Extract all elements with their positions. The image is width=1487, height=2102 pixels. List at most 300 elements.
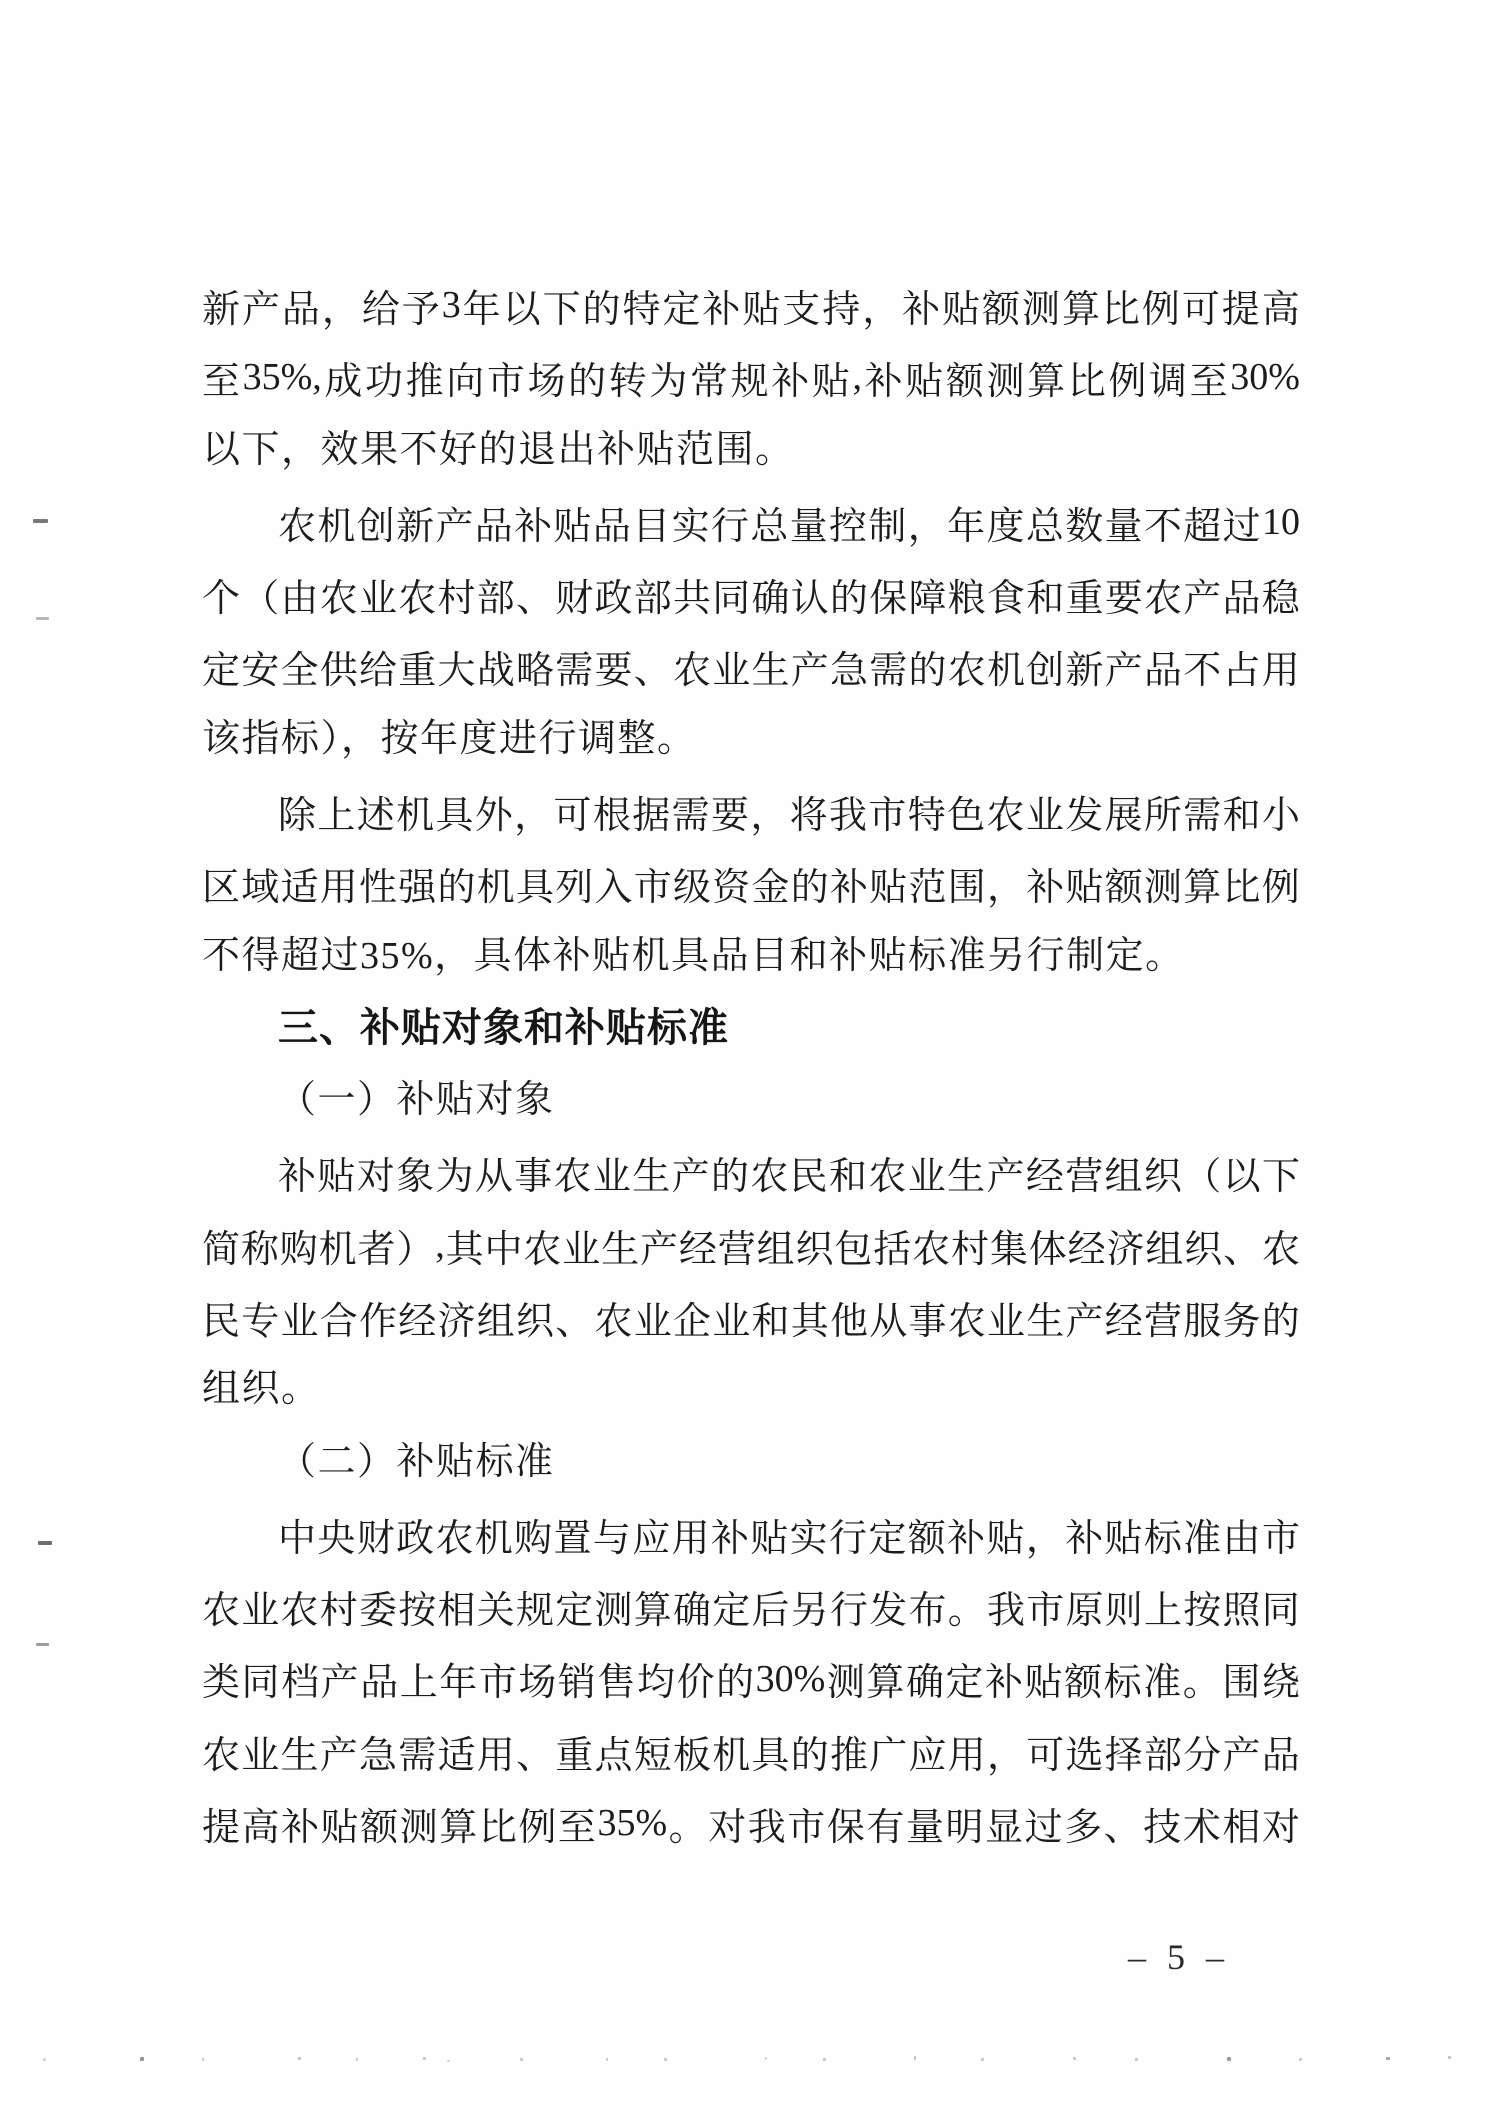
glyph-cluster: 农: [202, 1734, 241, 1777]
glyph-cluster: 需: [671, 794, 710, 837]
text-line: [202, 1570, 1300, 1642]
glyph-cluster: 事: [514, 1156, 553, 1199]
glyph-cluster: ,: [852, 356, 863, 399]
glyph-cluster: 入: [594, 867, 633, 910]
glyph-cluster: 产: [790, 650, 829, 693]
glyph-cluster: 经: [1025, 1156, 1064, 1199]
glyph-cluster: 称: [240, 1228, 279, 1271]
glyph-cluster: 标: [1103, 1662, 1142, 1705]
glyph-cluster: 用: [947, 1734, 986, 1777]
glyph-cluster: 补: [864, 360, 903, 403]
glyph-cluster: 和: [1026, 577, 1065, 620]
glyph-cluster: 农: [750, 1156, 789, 1199]
glyph-cluster: 者: [357, 1228, 396, 1271]
glyph-cluster: 部: [633, 577, 672, 620]
glyph-cluster: 分: [1183, 1734, 1222, 1777]
glyph-cluster: 度: [986, 505, 1025, 548]
glyph-cluster: 农: [986, 794, 1025, 837]
glyph-cluster: 的: [1261, 1300, 1300, 1343]
glyph-cluster: 机: [712, 1734, 751, 1777]
glyph-cluster: 售: [597, 1662, 636, 1705]
glyph-cluster: 、: [1103, 1806, 1142, 1849]
glyph-cluster: （: [1183, 1156, 1222, 1199]
scan-speck-left: [36, 1643, 49, 1646]
glyph-cluster: 补: [278, 1156, 317, 1199]
scan-speck-bottom: [43, 2058, 46, 2061]
glyph-cluster: 同: [1261, 1589, 1300, 1632]
glyph-cluster: 市: [787, 1806, 826, 1849]
scan-speck-bottom: [914, 2056, 916, 2060]
glyph-cluster: 具: [435, 794, 474, 837]
glyph-cluster: 、: [555, 1300, 594, 1343]
glyph-cluster: 农: [278, 505, 317, 548]
glyph-cluster: 贴: [869, 867, 908, 910]
glyph-cluster: 产: [320, 1662, 359, 1705]
glyph-cluster: 营: [1144, 1300, 1183, 1343]
glyph-cluster: 列: [555, 867, 594, 910]
glyph-cluster: 发: [869, 1589, 908, 1632]
glyph-cluster: 至: [1189, 360, 1228, 403]
glyph-cluster: 产: [1104, 650, 1143, 693]
glyph-cluster: 农: [398, 577, 437, 620]
glyph-cluster: 、: [633, 650, 672, 693]
glyph-cluster: 经: [398, 1300, 437, 1343]
text-line: 组织。: [202, 1368, 321, 1411]
glyph-cluster: 急: [359, 1734, 398, 1777]
glyph-cluster: 部: [1144, 1734, 1183, 1777]
glyph-cluster: 总: [1025, 505, 1064, 548]
glyph-cluster: 场: [518, 1662, 557, 1705]
glyph-cluster: 选: [1065, 1734, 1104, 1777]
glyph-cluster: 生: [632, 1156, 671, 1199]
text-line: [202, 1209, 1300, 1281]
glyph-cluster: 同: [241, 1662, 280, 1705]
glyph-cluster: 业: [907, 1156, 946, 1199]
glyph-cluster: 支: [782, 288, 821, 331]
glyph-cluster: 其: [790, 1300, 829, 1343]
glyph-cluster: 财: [356, 1517, 395, 1560]
text-line: [202, 1715, 1300, 1787]
glyph-cluster: 提: [1221, 288, 1260, 331]
glyph-cluster: 总: [750, 505, 789, 548]
text-line: [202, 558, 1300, 630]
glyph-cluster: 补: [702, 288, 741, 331]
glyph-cluster: 特: [622, 288, 661, 331]
glyph-cluster: 测: [399, 1806, 438, 1849]
glyph-cluster: 购: [279, 1228, 318, 1271]
glyph-cluster: 小: [1261, 794, 1300, 837]
glyph-cluster: 原: [1065, 1589, 1104, 1632]
glyph-cluster: 销: [557, 1662, 596, 1705]
glyph-cluster: 算: [633, 1589, 672, 1632]
glyph-cluster: 农: [594, 1300, 633, 1343]
glyph-cluster: 事: [908, 1300, 947, 1343]
scan-speck-bottom: [823, 2058, 826, 2061]
glyph-cluster: 新: [396, 505, 435, 548]
glyph-cluster: 测: [594, 1589, 633, 1632]
glyph-cluster: 下: [542, 288, 581, 331]
page-number: – 5 –: [1128, 1937, 1230, 1977]
glyph-cluster: 由: [280, 577, 319, 620]
glyph-cluster: 我: [829, 794, 868, 837]
glyph-cluster: 发: [1065, 794, 1104, 837]
scan-speck-bottom: [1073, 2057, 1076, 2060]
glyph-cluster: 作: [359, 1300, 398, 1343]
glyph-cluster: 档: [281, 1662, 320, 1705]
glyph-cluster: 35%: [597, 1802, 668, 1845]
glyph-cluster: 术: [1182, 1806, 1221, 1849]
glyph-cluster: 多: [1064, 1806, 1103, 1849]
glyph-cluster: 算: [866, 1662, 905, 1705]
glyph-cluster: 。: [1182, 1662, 1221, 1705]
glyph-cluster: 补: [1065, 1517, 1104, 1560]
glyph-cluster: 的: [790, 1734, 829, 1777]
glyph-cluster: 不: [1143, 505, 1182, 548]
document-text-block: [202, 269, 1300, 1860]
glyph-cluster: 贴: [742, 288, 781, 331]
glyph-cluster: 用: [1261, 650, 1300, 693]
glyph-cluster: 外: [474, 794, 513, 837]
glyph-cluster: 和: [1222, 794, 1261, 837]
glyph-cluster: 上: [317, 794, 356, 837]
glyph-cluster: 需: [398, 1734, 437, 1777]
glyph-cluster: 照: [1222, 1589, 1261, 1632]
glyph-cluster: 应: [908, 1734, 947, 1777]
glyph-cluster: 体: [1028, 1228, 1067, 1271]
glyph-cluster: 级: [673, 867, 712, 910]
glyph-cluster: ，: [750, 794, 789, 837]
glyph-cluster: ，: [321, 288, 360, 331]
glyph-cluster: 确: [751, 577, 790, 620]
glyph-cluster: 额: [1104, 867, 1143, 910]
glyph-cluster: 至: [557, 1806, 596, 1849]
scan-speck-bottom: [356, 2058, 358, 2061]
glyph-cluster: ，: [987, 867, 1026, 910]
glyph-cluster: 简: [202, 1228, 241, 1271]
glyph-cluster: 30%: [755, 1657, 826, 1700]
text-line: （一）补贴对象: [278, 1079, 555, 1122]
glyph-cluster: 企: [673, 1300, 712, 1343]
glyph-cluster: 短: [633, 1734, 672, 1777]
glyph-cluster: 业: [712, 1300, 751, 1343]
glyph-cluster: 业: [1025, 794, 1064, 837]
glyph-cluster: 要: [1104, 577, 1143, 620]
glyph-cluster: 算: [1183, 867, 1222, 910]
text-line: [202, 269, 1300, 341]
glyph-cluster: 安: [241, 650, 280, 693]
glyph-cluster: 品: [360, 1662, 399, 1705]
scan-speck-bottom: [1135, 2058, 1138, 2061]
glyph-cluster: 则: [1104, 1589, 1143, 1632]
glyph-cluster: 机: [474, 1517, 513, 1560]
glyph-cluster: 由: [1222, 1517, 1261, 1560]
glyph-cluster: 板: [673, 1734, 712, 1777]
glyph-cluster: 贴: [986, 1517, 1025, 1560]
glyph-cluster: 全: [280, 650, 319, 693]
glyph-cluster: 确: [905, 1662, 944, 1705]
glyph-cluster: 例: [1108, 360, 1147, 403]
text-line: 该指标），按年度进行调整。: [202, 717, 697, 760]
glyph-cluster: 其: [445, 1228, 484, 1271]
glyph-cluster: 括: [873, 1228, 912, 1271]
glyph-cluster: 重: [398, 650, 437, 693]
glyph-cluster: 农: [947, 650, 986, 693]
glyph-cluster: 至: [202, 360, 241, 403]
glyph-cluster: 域: [241, 867, 280, 910]
glyph-cluster: 我: [987, 1589, 1026, 1632]
glyph-cluster: 可: [1026, 1734, 1065, 1777]
glyph-cluster: 3: [441, 284, 461, 327]
glyph-cluster: 绕: [1261, 1662, 1300, 1705]
glyph-cluster: 的: [582, 288, 621, 331]
glyph-cluster: 强: [398, 867, 437, 910]
glyph-cluster: 贴: [942, 288, 981, 331]
glyph-cluster: 生: [601, 1228, 640, 1271]
glyph-cluster: 为: [435, 1156, 474, 1199]
text-line: [202, 1643, 1300, 1715]
glyph-cluster: 政: [594, 577, 633, 620]
glyph-cluster: 区: [202, 867, 241, 910]
glyph-cluster: 包: [834, 1228, 873, 1271]
glyph-cluster: 按: [398, 1589, 437, 1632]
glyph-cluster: 具: [751, 1734, 790, 1777]
glyph-cluster: 业: [712, 650, 751, 693]
glyph-cluster: 济: [1106, 1228, 1145, 1271]
glyph-cluster: 需: [869, 650, 908, 693]
glyph-cluster: 购: [514, 1517, 553, 1560]
glyph-cluster: 市: [633, 867, 672, 910]
glyph-cluster: 略: [516, 650, 555, 693]
glyph-cluster: 中: [484, 1228, 523, 1271]
glyph-cluster: 生: [1026, 1300, 1065, 1343]
glyph-cluster: 补: [771, 360, 810, 403]
glyph-cluster: 35%,: [242, 356, 322, 399]
glyph-cluster: 推: [830, 1734, 869, 1777]
text-line: [202, 1281, 1300, 1353]
glyph-cluster: 农: [1261, 1228, 1300, 1271]
glyph-cluster: 食: [987, 577, 1026, 620]
glyph-cluster: 品: [1144, 650, 1183, 693]
glyph-cluster: 组: [476, 1300, 515, 1343]
glyph-cluster: 生: [280, 1734, 319, 1777]
glyph-cluster: 不: [1183, 650, 1222, 693]
glyph-cluster: 经: [678, 1228, 717, 1271]
glyph-cluster: 品: [592, 505, 631, 548]
glyph-cluster: 例: [518, 1806, 557, 1849]
glyph-cluster: 个: [202, 577, 241, 620]
glyph-cluster: 具: [516, 867, 555, 910]
text-line: [202, 775, 1300, 847]
glyph-cluster: 障: [908, 577, 947, 620]
glyph-cluster: 准: [1143, 1662, 1182, 1705]
glyph-cluster: 认: [790, 577, 829, 620]
text-line: [202, 847, 1300, 919]
glyph-cluster: 机: [318, 1228, 357, 1271]
glyph-cluster: 向: [446, 360, 485, 403]
glyph-cluster: 农: [673, 650, 712, 693]
glyph-cluster: 占: [1222, 650, 1261, 693]
glyph-cluster: 与: [592, 1517, 631, 1560]
glyph-cluster: 下: [1261, 1156, 1300, 1199]
glyph-cluster: 战: [476, 650, 515, 693]
glyph-cluster: 务: [1222, 1300, 1261, 1343]
glyph-cluster: 点: [594, 1734, 633, 1777]
glyph-cluster: 可: [553, 794, 592, 837]
glyph-cluster: 给: [361, 288, 400, 331]
glyph-cluster: 推: [405, 360, 444, 403]
glyph-cluster: 民: [202, 1300, 241, 1343]
glyph-cluster: 高: [241, 1806, 280, 1849]
glyph-cluster: 年: [462, 288, 501, 331]
glyph-cluster: 量: [1104, 505, 1143, 548]
glyph-cluster: 、: [516, 1734, 555, 1777]
glyph-cluster: 组: [1145, 1228, 1184, 1271]
glyph-cluster: 业: [280, 1300, 319, 1343]
glyph-cluster: 他: [830, 1300, 869, 1343]
glyph-cluster: 定: [662, 288, 701, 331]
glyph-cluster: 农: [319, 577, 358, 620]
glyph-cluster: 中: [278, 1517, 317, 1560]
glyph-cluster: 急: [830, 650, 869, 693]
glyph-cluster: ，: [1025, 1517, 1064, 1560]
glyph-cluster: 部: [476, 577, 515, 620]
glyph-cluster: 的: [790, 867, 829, 910]
glyph-cluster: 过: [1222, 505, 1261, 548]
glyph-cluster: 据: [632, 794, 671, 837]
scan-speck-left: [33, 519, 48, 523]
glyph-cluster: 产: [986, 1156, 1025, 1199]
glyph-cluster: 大: [437, 650, 476, 693]
glyph-cluster: 贴: [905, 360, 944, 403]
glyph-cluster: 农: [947, 1300, 986, 1343]
glyph-cluster: 标: [1143, 1517, 1182, 1560]
glyph-cluster: 我: [747, 1806, 786, 1849]
glyph-cluster: 保: [826, 1806, 865, 1849]
glyph-cluster: 经: [1104, 1300, 1143, 1343]
glyph-cluster: 织: [1184, 1228, 1223, 1271]
scan-speck-bottom: [447, 2060, 450, 2062]
glyph-cluster: 市: [478, 1662, 517, 1705]
glyph-cluster: 超: [1183, 505, 1222, 548]
glyph-cluster: 额: [982, 288, 1021, 331]
glyph-cluster: 补: [830, 867, 869, 910]
glyph-cluster: 的: [437, 867, 476, 910]
glyph-cluster: 贴: [750, 1517, 789, 1560]
glyph-cluster: 贴: [811, 360, 850, 403]
glyph-cluster: 创: [356, 505, 395, 548]
glyph-cluster: 提: [202, 1806, 241, 1849]
glyph-cluster: 粮: [947, 577, 986, 620]
glyph-cluster: 。: [947, 1589, 986, 1632]
glyph-cluster: 的: [568, 360, 607, 403]
glyph-cluster: 的: [710, 1156, 749, 1199]
glyph-cluster: 给: [359, 650, 398, 693]
glyph-cluster: 业: [592, 1156, 631, 1199]
glyph-cluster: 织: [1143, 1156, 1182, 1199]
glyph-cluster: 算: [1061, 288, 1100, 331]
glyph-cluster: 贴: [553, 505, 592, 548]
glyph-cluster: 和: [751, 1300, 790, 1343]
glyph-cluster: 行: [829, 1517, 868, 1560]
glyph-cluster: 范: [908, 867, 947, 910]
glyph-cluster: 的: [908, 650, 947, 693]
glyph-cluster: 机: [396, 794, 435, 837]
glyph-cluster: 另: [790, 1589, 829, 1632]
glyph-cluster: 比: [1067, 360, 1106, 403]
glyph-cluster: 产: [435, 505, 474, 548]
glyph-cluster: 市: [1026, 1589, 1065, 1632]
glyph-cluster: 额: [1064, 1662, 1103, 1705]
glyph-cluster: 相: [437, 1589, 476, 1632]
glyph-cluster: 额: [945, 360, 984, 403]
glyph-cluster: 准: [1183, 1517, 1222, 1560]
scan-speck-bottom: [298, 2057, 301, 2060]
glyph-cluster: 算: [439, 1806, 478, 1849]
glyph-cluster: 组: [1104, 1156, 1143, 1199]
glyph-cluster: 用: [671, 1517, 710, 1560]
glyph-cluster: 保: [869, 577, 908, 620]
glyph-cluster: 农: [435, 1517, 474, 1560]
glyph-cluster: 贴: [320, 1806, 359, 1849]
glyph-cluster: 民: [789, 1156, 828, 1199]
glyph-cluster: 经: [1067, 1228, 1106, 1271]
glyph-cluster: 予: [401, 288, 440, 331]
glyph-cluster: 有: [866, 1806, 905, 1849]
glyph-cluster: 测: [986, 360, 1025, 403]
glyph-cluster: 关: [476, 1589, 515, 1632]
glyph-cluster: 规: [516, 1589, 555, 1632]
glyph-cluster: 规: [730, 360, 769, 403]
glyph-cluster: 村: [437, 577, 476, 620]
glyph-cluster: 为: [649, 360, 688, 403]
glyph-cluster: 市: [486, 360, 525, 403]
glyph-cluster: 供: [319, 650, 358, 693]
glyph-cluster: 农: [912, 1228, 951, 1271]
glyph-cluster: 功: [365, 360, 404, 403]
glyph-cluster: 实: [789, 1517, 828, 1560]
glyph-cluster: 可: [1181, 288, 1220, 331]
glyph-cluster: 织: [516, 1300, 555, 1343]
glyph-cluster: 的: [830, 577, 869, 620]
glyph-cluster: 农: [1144, 577, 1183, 620]
glyph-cluster: 上: [1144, 1589, 1183, 1632]
glyph-cluster: 调: [1149, 360, 1188, 403]
glyph-cluster: 市: [1261, 1517, 1300, 1560]
glyph-cluster: ，: [907, 505, 946, 548]
glyph-cluster: 数: [1065, 505, 1104, 548]
glyph-cluster: 补: [902, 288, 941, 331]
glyph-cluster: 按: [1183, 1589, 1222, 1632]
glyph-cluster: 业: [987, 1300, 1026, 1343]
glyph-cluster: 类: [202, 1662, 241, 1705]
glyph-cluster: 需: [1183, 794, 1222, 837]
glyph-cluster: 过: [1024, 1806, 1063, 1849]
glyph-cluster: 测: [1022, 288, 1061, 331]
glyph-cluster: 产: [1222, 1734, 1261, 1777]
glyph-cluster: 所: [1143, 794, 1182, 837]
glyph-cluster: 成: [324, 360, 363, 403]
glyph-cluster: 创: [1026, 650, 1065, 693]
glyph-cluster: 围: [947, 867, 986, 910]
glyph-cluster: 行: [830, 1589, 869, 1632]
glyph-cluster: 从: [474, 1156, 513, 1199]
glyph-cluster: 额: [907, 1517, 946, 1560]
glyph-cluster: 比: [1101, 288, 1140, 331]
glyph-cluster: 贴: [1024, 1662, 1063, 1705]
scan-speck-bottom: [765, 2057, 767, 2060]
glyph-cluster: 生: [947, 1156, 986, 1199]
glyph-cluster: 。: [668, 1806, 707, 1849]
